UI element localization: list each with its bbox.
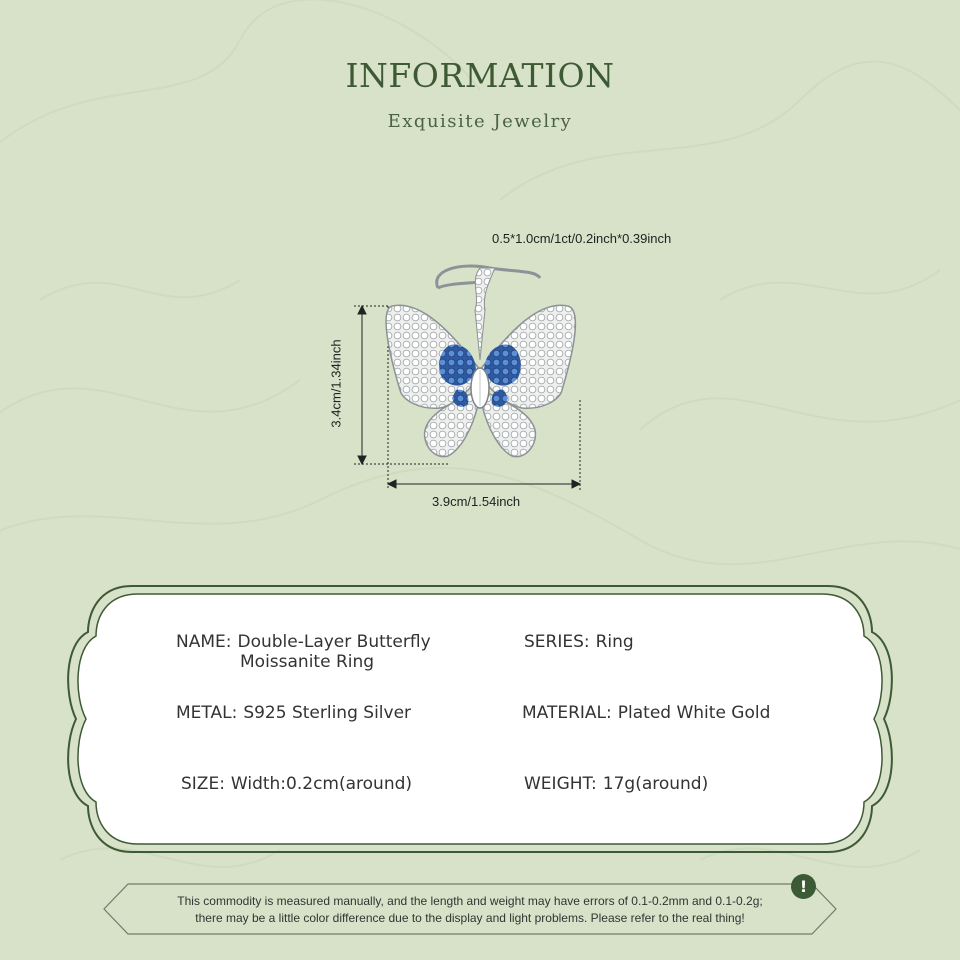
spec-size-label: SIZE:: [181, 774, 225, 794]
spec-weight-value: 17g(around): [602, 774, 709, 794]
spec-series-label: SERIES:: [524, 632, 590, 652]
page-subtitle: Exquisite Jewelry: [387, 111, 573, 132]
spec-material-value: Plated White Gold: [617, 703, 771, 723]
disclaimer-line2: there may be a little color difference due to the display and light problems. Please refer to the real thing!: [195, 911, 745, 925]
warning-icon: !: [791, 874, 816, 899]
spec-name-value-line2: Moissanite Ring: [240, 652, 375, 672]
spec-name-label: NAME:: [176, 632, 232, 652]
spec-series-value: Ring: [595, 632, 634, 652]
spec-material: [522, 703, 770, 723]
spec-series: [524, 632, 634, 652]
spec-size: [181, 774, 412, 794]
spec-metal: [176, 703, 411, 723]
dimension-width-label: 3.9cm/1.54inch: [432, 494, 521, 509]
butterfly-ring-image: [330, 250, 630, 500]
spec-weight: [524, 774, 708, 794]
page-title: INFORMATION: [345, 56, 615, 95]
spec-material-label: MATERIAL:: [522, 703, 612, 723]
spec-metal-value: S925 Sterling Silver: [243, 703, 412, 723]
spec-metal-label: METAL:: [176, 703, 238, 723]
spec-weight-label: WEIGHT:: [524, 774, 597, 794]
spec-size-value: Width:0.2cm(around): [230, 774, 413, 794]
dimension-top-label: 0.5*1.0cm/1ct/0.2inch*0.39inch: [492, 231, 672, 246]
dimension-height-label: 3.4cm/1.34inch: [328, 339, 344, 428]
spec-name: [176, 632, 431, 672]
disclaimer-line1: This commodity is measured manually, and the length and weight may have errors of 0.1-0.2mm and 0.1-0.2g;: [177, 894, 763, 908]
disclaimer-text: [120, 893, 820, 927]
spec-name-value-line1: Double-Layer Butterfly: [237, 632, 431, 652]
